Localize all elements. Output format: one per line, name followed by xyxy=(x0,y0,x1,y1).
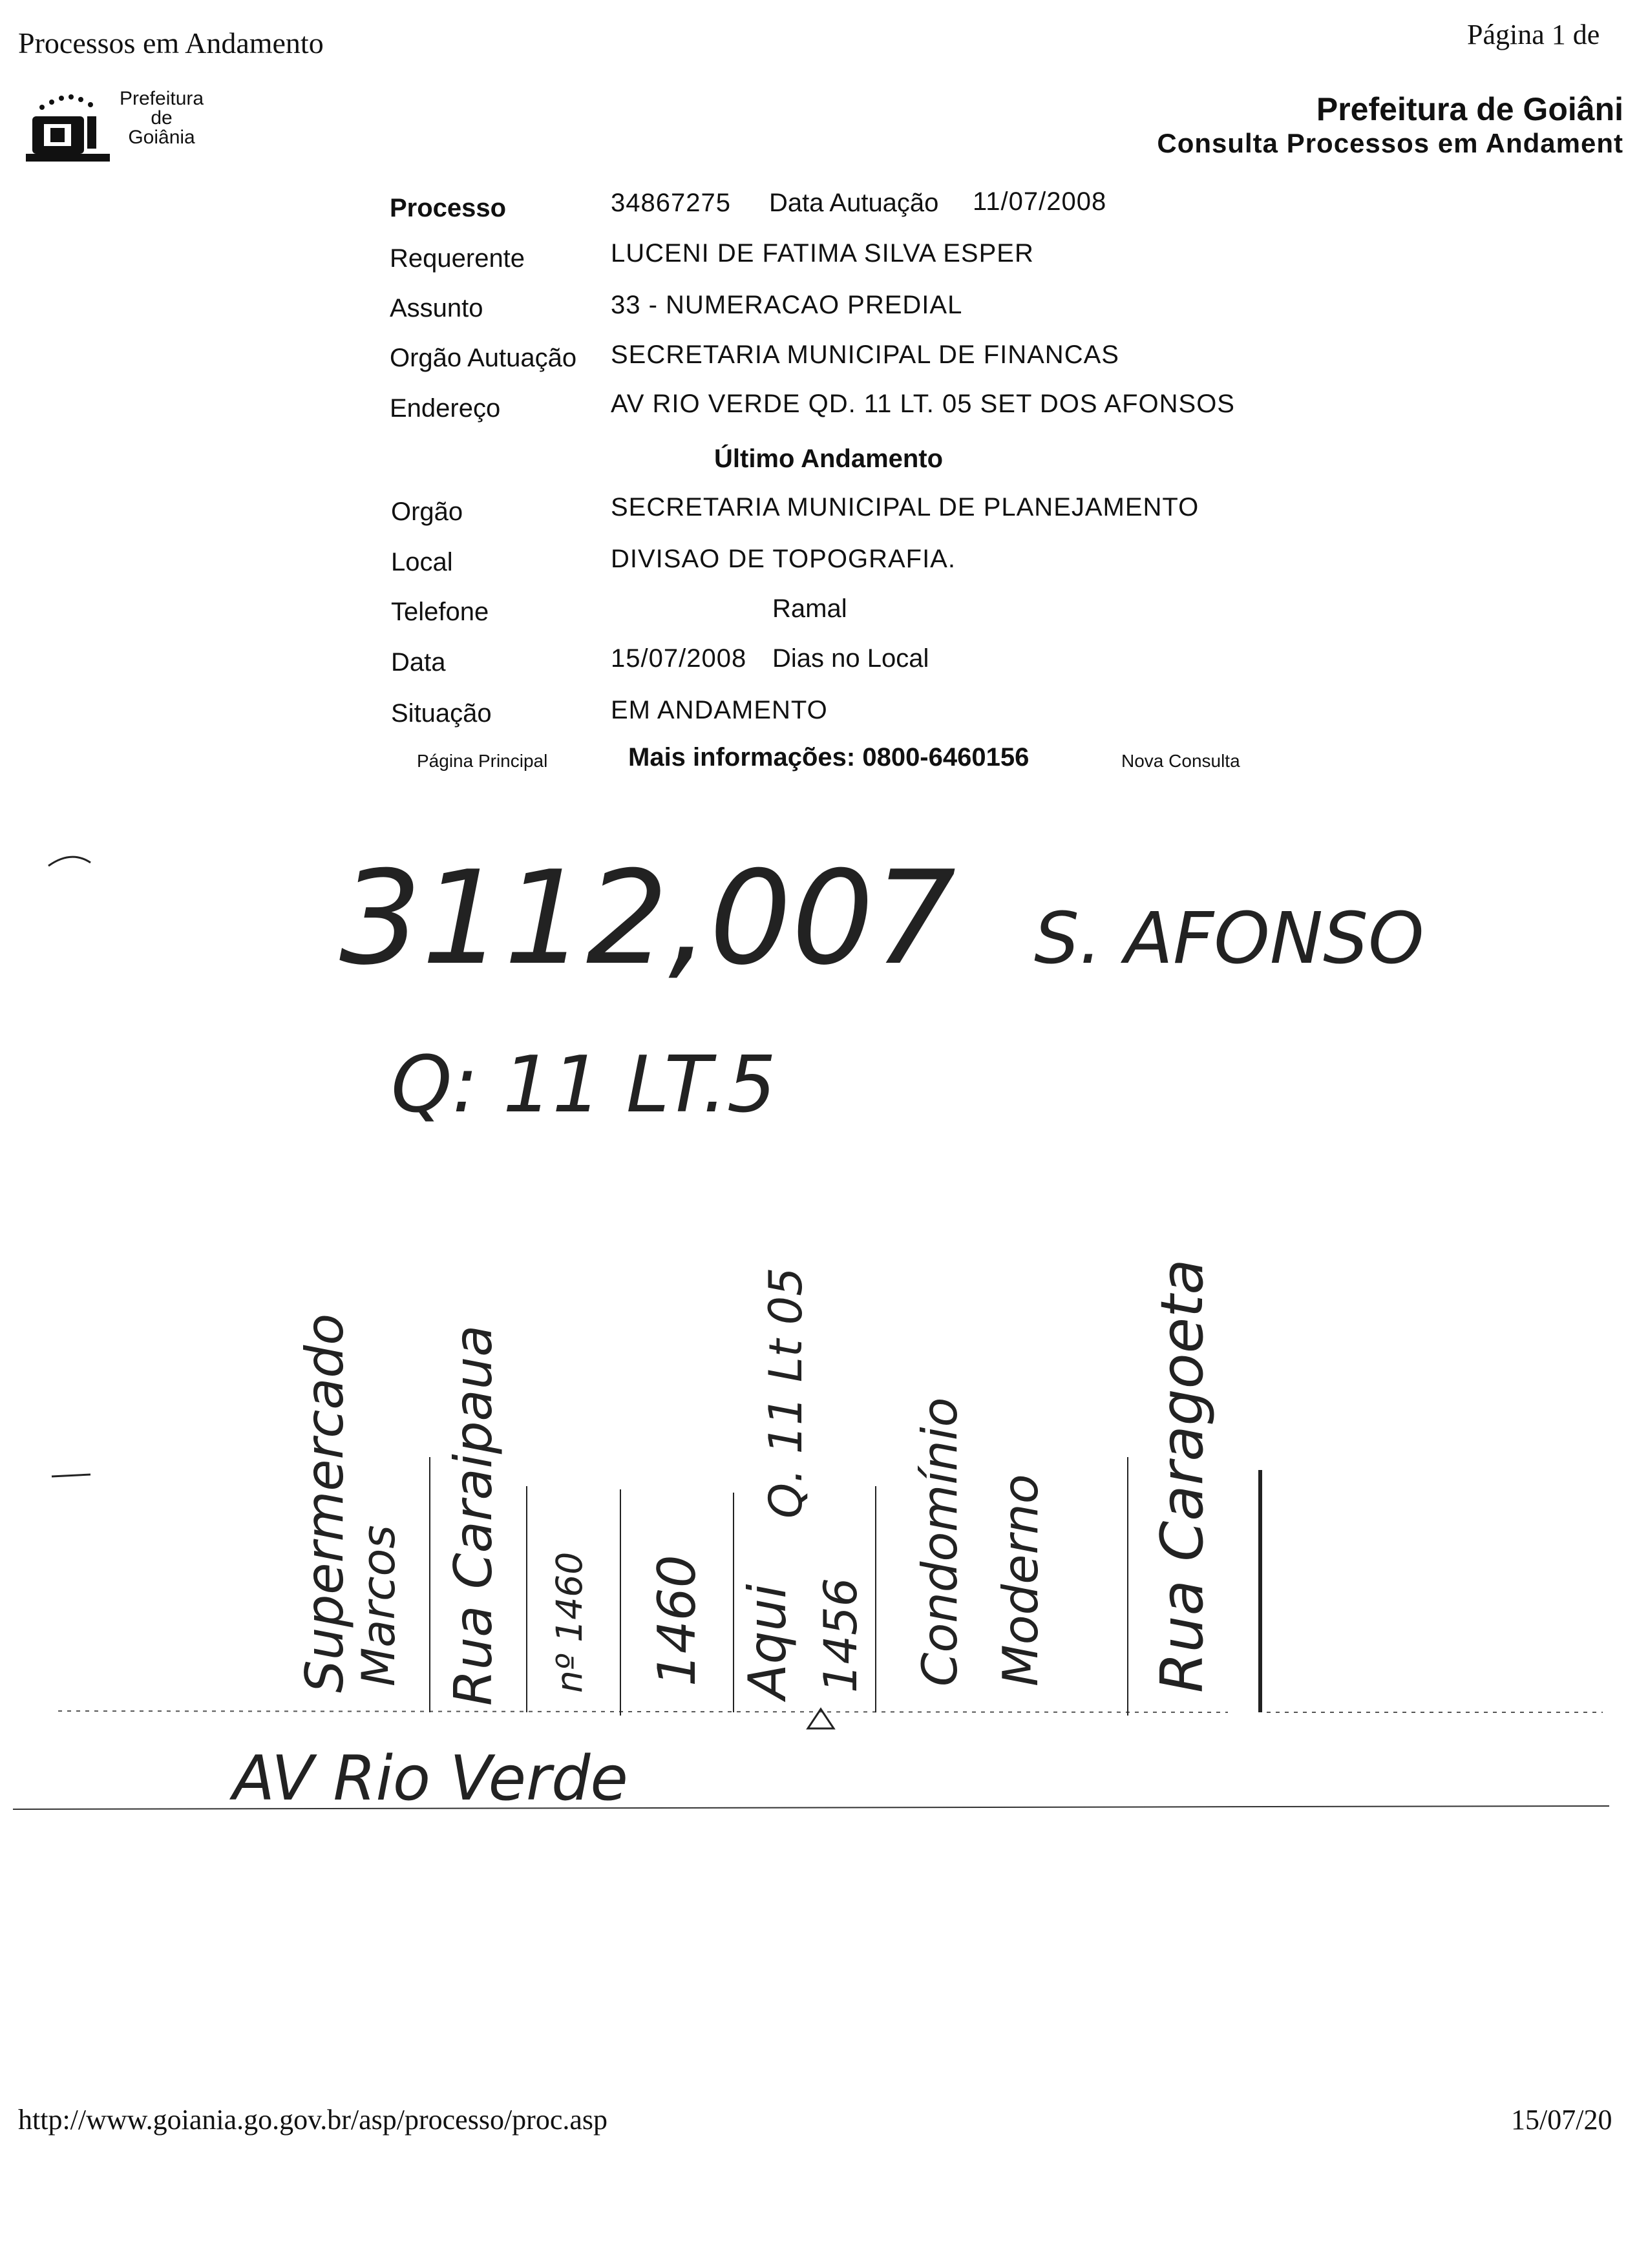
processo-label: Processo xyxy=(390,194,507,222)
logo-caption-line3: Goiânia xyxy=(128,127,195,148)
page-header-title: Processos em Andamento xyxy=(18,26,324,59)
logo-caption-line1: Prefeitura xyxy=(120,88,204,109)
local-label: Local xyxy=(391,548,453,576)
assunto-label: Assunto xyxy=(390,294,483,322)
telefone-label: Telefone xyxy=(391,598,489,626)
footer-date: 15/07/20 xyxy=(1511,2104,1612,2136)
requerente-label: Requerente xyxy=(390,244,525,273)
hand-col6b: Moderno xyxy=(992,1474,1049,1686)
requerente-value: LUCENI DE FATIMA SILVA ESPER xyxy=(611,239,1034,268)
hand-col5c: 1456 xyxy=(814,1577,867,1693)
data-label: Data xyxy=(391,648,446,677)
local-value: DIVISAO DE TOPOGRAFIA. xyxy=(611,545,956,573)
hand-street: AV Rio Verde xyxy=(233,1743,628,1814)
hand-col1a: Supermercado xyxy=(295,1313,355,1693)
hand-col4: 1460 xyxy=(647,1555,707,1686)
page-number: Página 1 de xyxy=(1467,19,1600,50)
hand-code: 3112,007 xyxy=(339,843,956,994)
pagina-principal-link[interactable]: Página Principal xyxy=(417,751,548,771)
dashed-line-top xyxy=(58,1711,1228,1712)
hand-col3: nº 1460 xyxy=(549,1551,590,1693)
logo-caption-line2: de xyxy=(151,107,173,129)
footer-url: http://www.goiania.go.gov.br/asp/processo/proc.asp xyxy=(18,2104,608,2136)
margin-mark-top xyxy=(48,857,90,866)
endereco-value: AV RIO VERDE QD. 11 LT. 05 SET DOS AFONSOS xyxy=(611,390,1235,418)
ramal-label: Ramal xyxy=(772,594,847,623)
org-subtitle: Consulta Processos em Andament xyxy=(1157,128,1623,158)
orgao-autuacao-value: SECRETARIA MUNICIPAL DE FINANCAS xyxy=(611,341,1119,369)
orgao-label: Orgão xyxy=(391,498,463,526)
situacao-value: EM ANDAMENTO xyxy=(611,696,828,724)
situacao-label: Situação xyxy=(391,699,492,728)
logo-caption xyxy=(120,89,204,147)
data-value: 15/07/2008 xyxy=(611,644,747,673)
hand-sector: S. AFONSO xyxy=(1034,897,1424,980)
handwritten-sketch xyxy=(0,795,1648,1861)
hand-col7: Rua Caragoeta xyxy=(1148,1259,1216,1693)
hand-col6a: Condomínio xyxy=(911,1397,968,1686)
assunto-value: 33 - NUMERACAO PREDIAL xyxy=(611,291,963,319)
data-autuacao-value: 11/07/2008 xyxy=(973,187,1107,216)
dias-no-local-label: Dias no Local xyxy=(772,644,929,673)
orgao-autuacao-label: Orgão Autuação xyxy=(390,344,577,372)
processo-value: 34867275 xyxy=(611,189,731,217)
hand-col5a: Aqui xyxy=(737,1584,798,1699)
nova-consulta-link[interactable]: Nova Consulta xyxy=(1121,751,1240,771)
orgao-value: SECRETARIA MUNICIPAL DE PLANEJAMENTO xyxy=(611,493,1199,521)
endereco-label: Endereço xyxy=(390,394,501,423)
mais-informacoes-text: Mais informações: 0800-6460156 xyxy=(628,743,1030,772)
hand-col2: Rua Caraipaua xyxy=(443,1325,503,1706)
ultimo-andamento-heading: Último Andamento xyxy=(714,445,944,473)
data-autuacao-label: Data Autuação xyxy=(769,189,939,217)
hand-lot: Q: 11 LT.5 xyxy=(391,1040,777,1130)
hand-col5b: Q. 11 Lt 05 xyxy=(759,1267,812,1518)
hand-col1b: Marcos xyxy=(352,1525,405,1686)
org-title: Prefeitura de Goiâni xyxy=(1316,91,1623,127)
margin-mark-mid xyxy=(52,1475,90,1476)
